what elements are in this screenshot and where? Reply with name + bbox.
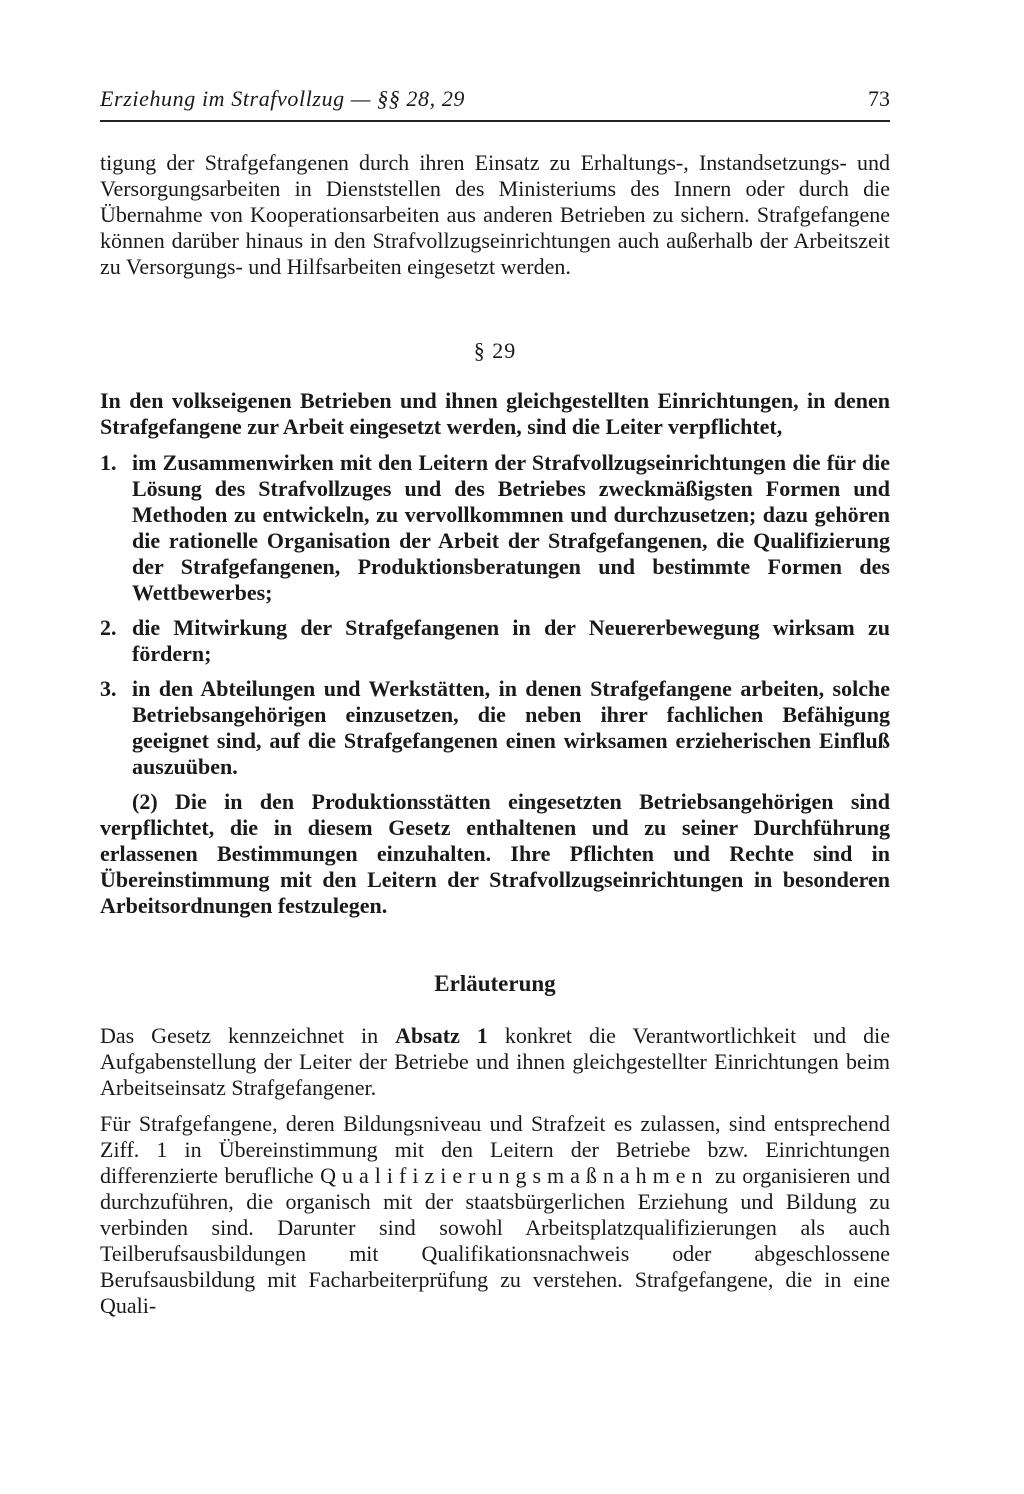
- item-number: 3.: [100, 676, 117, 701]
- section-heading: § 29: [473, 338, 517, 363]
- explanation-paragraph-2: [100, 1111, 890, 1319]
- item-text: im Zusammenwirken mit den Leitern der Strafvollzugseinrichtungen die für die Lösung des Strafvollzuges und des Betriebes zweckmäßigsten Formen und Methoden zu entwickeln, zu vervollkommnen und durchzusetzen; dazu gehören die rationelle Organisation der Arbeit der Strafgefangenen, die Qualifizierung der Strafgefangenen, Produktionsberatungen und bestimmte Formen des Wettbewerbes;: [132, 450, 890, 605]
- text-run: konkret die Verantwortlichkeit und die Aufgabenstellung der Leiter der Betriebe und ihnen gleichgestellter Einrichtungen beim Arbeitseinsatz Strafgefangener.: [100, 1023, 891, 1100]
- page-number: 73: [868, 86, 890, 111]
- item-number: 1.: [100, 450, 117, 475]
- item-text: die Mitwirkung der Strafgefangenen in der Neuererbewegung wirksam zu fördern;: [132, 615, 890, 666]
- running-title: Erziehung im Strafvollzug — §§ 28, 29: [100, 86, 466, 111]
- running-header: [100, 86, 890, 116]
- explanation-heading: Erläuterung: [434, 971, 556, 996]
- item-text: in den Abteilungen und Werkstätten, in denen Strafgefangene arbeiten, solche Betriebsangehörigen einzusetzen, die neben ihrer fachlichen Befähigung geeignet sind, auf die Strafgefangenen einen wirksamen erzieherischen Einfluß auszuüben.: [132, 676, 890, 779]
- list-item: [100, 676, 890, 780]
- text-run: zu organisieren und durchzuführen, die organisch mit der staatsbürgerlichen Erziehung und Bildung zu verbinden sind. Darunter sind sowohl Arbeitsplatzqualifizierungen als auch Teilberufsausbildungen mit Qualifikationsnachweis oder abgeschlossene Berufsausbildung mit Facharbeiterprüfung zu verstehen. Strafgefangene, die in eine Quali-: [100, 1163, 890, 1318]
- law-item-list: [100, 450, 890, 780]
- item-number: 2.: [100, 615, 117, 640]
- spaced-emphasis-text: Qualifizierungsmaßnahmen: [320, 1163, 709, 1188]
- law-intro: In den volkseigenen Betrieben und ihnen gleichgestellten Einrichtungen, in denen Strafgefangene zur Arbeit eingesetzt werden, sind die Leiter verpflichtet,: [100, 388, 890, 439]
- text-run: Das Gesetz kennzeichnet in: [100, 1023, 396, 1048]
- header-rule: [100, 120, 890, 122]
- list-item: [100, 615, 890, 667]
- page-body: [100, 150, 890, 1329]
- law-paragraph-2: (2) Die in den Produktionsstätten eingesetzten Betriebsangehörigen sind verpflichtet, die in diesem Gesetz enthaltenen und zu seiner Durchführung erlassenen Bestimmungen einzuhalten. Ihre Pflichten und Rechte sind in Übereinstimmung mit den Leitern der Strafvollzugseinrichtungen in besonderen Arbeitsordnungen festzulegen.: [100, 789, 890, 918]
- explanation-paragraph-1: [100, 1023, 890, 1101]
- emphasis-text: Absatz 1: [395, 1023, 488, 1048]
- carryover-paragraph: tigung der Strafgefangenen durch ihren Einsatz zu Erhaltungs-, Instandsetzungs- und Versorgungsarbeiten in Dienststellen des Ministeriums des Innern oder durch die Übernahme von Kooperationsarbeiten aus anderen Betrieben zu sichern. Strafgefangene können darüber hinaus in den Strafvollzugseinrichtungen auch außerhalb der Arbeitszeit zu Versorgungs- und Hilfsarbeiten eingesetzt werden.: [100, 150, 890, 279]
- text-run: Für Strafgefangene, deren Bildungsniveau und Strafzeit es zulassen, sind entsprechend Ziff. 1 in Übereinstimmung mit den Leitern der Betriebe bzw. Einrichtungen differenzierte berufliche: [100, 1111, 890, 1188]
- list-item: [100, 450, 890, 606]
